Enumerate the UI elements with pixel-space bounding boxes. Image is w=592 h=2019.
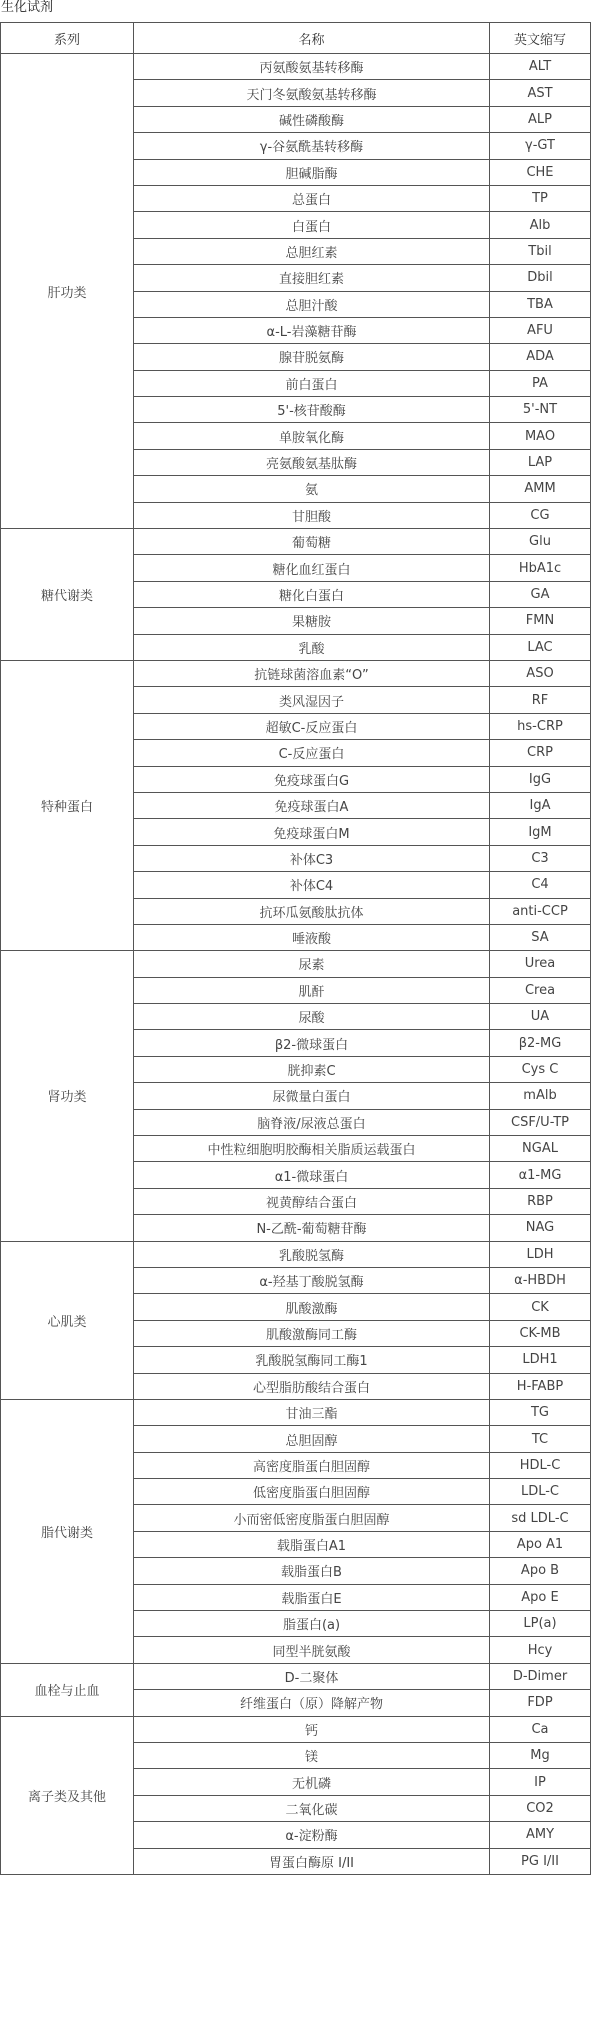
reagent-abbr-cell: hs-CRP <box>490 713 591 739</box>
reagent-abbr-cell: D-Dimer <box>490 1663 591 1689</box>
reagent-abbr-cell: CK <box>490 1294 591 1320</box>
reagent-name-cell: α-羟基丁酸脱氢酶 <box>134 1267 490 1293</box>
reagent-abbr-cell: AFU <box>490 317 591 343</box>
reagent-abbr-cell: CHE <box>490 159 591 185</box>
table-row <box>1 951 591 977</box>
table-row <box>1 54 591 80</box>
reagent-abbr-cell: TG <box>490 1399 591 1425</box>
reagent-abbr-cell: RBP <box>490 1188 591 1214</box>
reagent-name-cell: 小而密低密度脂蛋白胆固醇 <box>134 1505 490 1531</box>
reagent-abbr-cell: Crea <box>490 977 591 1003</box>
reagent-abbr-cell: sd LDL-C <box>490 1505 591 1531</box>
reagent-abbr-cell: GA <box>490 581 591 607</box>
series-cell: 肾功类 <box>1 951 134 1241</box>
table-row <box>1 1663 591 1689</box>
reagent-abbr-cell: NAG <box>490 1215 591 1241</box>
reagent-abbr-cell: CG <box>490 502 591 528</box>
reagent-abbr-cell: LP(a) <box>490 1611 591 1637</box>
reagent-abbr-cell: AST <box>490 80 591 106</box>
reagent-abbr-cell: Apo B <box>490 1558 591 1584</box>
reagent-abbr-cell: anti-CCP <box>490 898 591 924</box>
series-cell: 糖代谢类 <box>1 529 134 661</box>
reagent-name-cell: α-淀粉酶 <box>134 1822 490 1848</box>
reagent-abbr-cell: LDH1 <box>490 1347 591 1373</box>
reagent-name-cell: 总蛋白 <box>134 185 490 211</box>
reagent-name-cell: 免疫球蛋白G <box>134 766 490 792</box>
reagent-name-cell: 直接胆红素 <box>134 265 490 291</box>
reagent-name-cell: 低密度脂蛋白胆固醇 <box>134 1479 490 1505</box>
reagent-abbr-cell: Mg <box>490 1743 591 1769</box>
reagent-table <box>0 22 591 1875</box>
reagent-name-cell: 脑脊液/尿液总蛋白 <box>134 1109 490 1135</box>
reagent-name-cell: 补体C4 <box>134 872 490 898</box>
table-row <box>1 660 591 686</box>
reagent-abbr-cell: PG I/II <box>490 1848 591 1874</box>
reagent-name-cell: 载脂蛋白A1 <box>134 1531 490 1557</box>
reagent-abbr-cell: Glu <box>490 529 591 555</box>
reagent-abbr-cell: Apo E <box>490 1584 591 1610</box>
reagent-name-cell: 心型脂肪酸结合蛋白 <box>134 1373 490 1399</box>
header-name: 名称 <box>134 23 490 54</box>
reagent-abbr-cell: Dbil <box>490 265 591 291</box>
reagent-name-cell: 肌酐 <box>134 977 490 1003</box>
reagent-name-cell: 视黄醇结合蛋白 <box>134 1188 490 1214</box>
reagent-name-cell: 乳酸 <box>134 634 490 660</box>
reagent-name-cell: 高密度脂蛋白胆固醇 <box>134 1452 490 1478</box>
reagent-abbr-cell: 5'-NT <box>490 397 591 423</box>
reagent-abbr-cell: LDH <box>490 1241 591 1267</box>
reagent-abbr-cell: γ-GT <box>490 133 591 159</box>
reagent-abbr-cell: CSF/U-TP <box>490 1109 591 1135</box>
reagent-abbr-cell: FMN <box>490 608 591 634</box>
table-row <box>1 1716 591 1742</box>
reagent-name-cell: α1-微球蛋白 <box>134 1162 490 1188</box>
reagent-name-cell: 补体C3 <box>134 845 490 871</box>
reagent-abbr-cell: FDP <box>490 1690 591 1716</box>
series-cell: 脂代谢类 <box>1 1399 134 1663</box>
reagent-abbr-cell: LDL-C <box>490 1479 591 1505</box>
table-row <box>1 1399 591 1425</box>
reagent-name-cell: β2-微球蛋白 <box>134 1030 490 1056</box>
reagent-name-cell: 类风湿因子 <box>134 687 490 713</box>
reagent-name-cell: 甘油三酯 <box>134 1399 490 1425</box>
series-cell: 心肌类 <box>1 1241 134 1399</box>
reagent-abbr-cell: PA <box>490 370 591 396</box>
reagent-name-cell: N-乙酰-葡萄糖苷酶 <box>134 1215 490 1241</box>
page-title: 生化试剂 <box>1 0 54 15</box>
reagent-abbr-cell: ALP <box>490 106 591 132</box>
reagent-name-cell: 乳酸脱氢酶同工酶1 <box>134 1347 490 1373</box>
reagent-name-cell: 抗链球菌溶血素“O” <box>134 660 490 686</box>
reagent-abbr-cell: mAlb <box>490 1083 591 1109</box>
reagent-name-cell: 总胆固醇 <box>134 1426 490 1452</box>
reagent-name-cell: 载脂蛋白B <box>134 1558 490 1584</box>
reagent-abbr-cell: TP <box>490 185 591 211</box>
reagent-abbr-cell: Hcy <box>490 1637 591 1663</box>
reagent-name-cell: 钙 <box>134 1716 490 1742</box>
reagent-abbr-cell: IP <box>490 1769 591 1795</box>
table-body <box>1 54 591 1875</box>
reagent-abbr-cell: α1-MG <box>490 1162 591 1188</box>
header-row <box>1 23 591 54</box>
reagent-abbr-cell: Urea <box>490 951 591 977</box>
reagent-name-cell: 免疫球蛋白A <box>134 792 490 818</box>
reagent-name-cell: γ-谷氨酰基转移酶 <box>134 133 490 159</box>
reagent-abbr-cell: ASO <box>490 660 591 686</box>
reagent-name-cell: 甘胆酸 <box>134 502 490 528</box>
reagent-name-cell: 丙氨酸氨基转移酶 <box>134 54 490 80</box>
reagent-abbr-cell: α-HBDH <box>490 1267 591 1293</box>
reagent-abbr-cell: ALT <box>490 54 591 80</box>
reagent-name-cell: 胆碱脂酶 <box>134 159 490 185</box>
reagent-name-cell: α-L-岩藻糖苷酶 <box>134 317 490 343</box>
reagent-name-cell: 无机磷 <box>134 1769 490 1795</box>
reagent-abbr-cell: UA <box>490 1004 591 1030</box>
reagent-name-cell: 5'-核苷酸酶 <box>134 397 490 423</box>
reagent-name-cell: 唾液酸 <box>134 924 490 950</box>
reagent-name-cell: 胃蛋白酶原 I/II <box>134 1848 490 1874</box>
reagent-abbr-cell: CO2 <box>490 1795 591 1821</box>
reagent-abbr-cell: NGAL <box>490 1136 591 1162</box>
reagent-abbr-cell: HDL-C <box>490 1452 591 1478</box>
reagent-abbr-cell: LAP <box>490 449 591 475</box>
reagent-name-cell: C-反应蛋白 <box>134 740 490 766</box>
reagent-name-cell: 尿素 <box>134 951 490 977</box>
reagent-name-cell: 肌酸激酶 <box>134 1294 490 1320</box>
reagent-abbr-cell: LAC <box>490 634 591 660</box>
reagent-abbr-cell: SA <box>490 924 591 950</box>
reagent-abbr-cell: AMY <box>490 1822 591 1848</box>
table-row <box>1 529 591 555</box>
reagent-name-cell: 糖化白蛋白 <box>134 581 490 607</box>
reagent-abbr-cell: MAO <box>490 423 591 449</box>
reagent-abbr-cell: Apo A1 <box>490 1531 591 1557</box>
reagent-name-cell: 二氧化碳 <box>134 1795 490 1821</box>
reagent-name-cell: 尿微量白蛋白 <box>134 1083 490 1109</box>
reagent-abbr-cell: IgA <box>490 792 591 818</box>
reagent-abbr-cell: Cys C <box>490 1056 591 1082</box>
table-header <box>1 23 591 54</box>
reagent-abbr-cell: C3 <box>490 845 591 871</box>
series-cell: 离子类及其他 <box>1 1716 134 1874</box>
reagent-name-cell: 同型半胱氨酸 <box>134 1637 490 1663</box>
reagent-name-cell: 超敏C-反应蛋白 <box>134 713 490 739</box>
reagent-name-cell: 碱性磷酸酶 <box>134 106 490 132</box>
header-series: 系列 <box>1 23 134 54</box>
reagent-name-cell: 中性粒细胞明胶酶相关脂质运载蛋白 <box>134 1136 490 1162</box>
reagent-name-cell: 白蛋白 <box>134 212 490 238</box>
reagent-name-cell: 胱抑素C <box>134 1056 490 1082</box>
reagent-abbr-cell: TC <box>490 1426 591 1452</box>
reagent-name-cell: 总胆红素 <box>134 238 490 264</box>
reagent-abbr-cell: TBA <box>490 291 591 317</box>
reagent-name-cell: 免疫球蛋白M <box>134 819 490 845</box>
reagent-name-cell: 糖化血红蛋白 <box>134 555 490 581</box>
reagent-name-cell: 乳酸脱氢酶 <box>134 1241 490 1267</box>
reagent-name-cell: 载脂蛋白E <box>134 1584 490 1610</box>
reagent-abbr-cell: AMM <box>490 476 591 502</box>
reagent-name-cell: 腺苷脱氨酶 <box>134 344 490 370</box>
reagent-abbr-cell: CK-MB <box>490 1320 591 1346</box>
reagent-name-cell: 前白蛋白 <box>134 370 490 396</box>
reagent-name-cell: 天门冬氨酸氨基转移酶 <box>134 80 490 106</box>
reagent-name-cell: 肌酸激酶同工酶 <box>134 1320 490 1346</box>
reagent-name-cell: 亮氨酸氨基肽酶 <box>134 449 490 475</box>
reagent-name-cell: 单胺氧化酶 <box>134 423 490 449</box>
reagent-abbr-cell: Ca <box>490 1716 591 1742</box>
header-abbr: 英文缩写 <box>490 23 591 54</box>
reagent-name-cell: 脂蛋白(a) <box>134 1611 490 1637</box>
reagent-abbr-cell: ADA <box>490 344 591 370</box>
reagent-name-cell: 葡萄糖 <box>134 529 490 555</box>
reagent-abbr-cell: Alb <box>490 212 591 238</box>
reagent-name-cell: D-二聚体 <box>134 1663 490 1689</box>
reagent-abbr-cell: H-FABP <box>490 1373 591 1399</box>
reagent-name-cell: 镁 <box>134 1743 490 1769</box>
reagent-abbr-cell: IgM <box>490 819 591 845</box>
series-cell: 肝功类 <box>1 54 134 529</box>
table-row <box>1 1241 591 1267</box>
series-cell: 特种蛋白 <box>1 660 134 950</box>
reagent-name-cell: 尿酸 <box>134 1004 490 1030</box>
series-cell: 血栓与止血 <box>1 1663 134 1716</box>
reagent-abbr-cell: β2-MG <box>490 1030 591 1056</box>
reagent-abbr-cell: HbA1c <box>490 555 591 581</box>
reagent-abbr-cell: CRP <box>490 740 591 766</box>
reagent-name-cell: 果糖胺 <box>134 608 490 634</box>
reagent-name-cell: 抗环瓜氨酸肽抗体 <box>134 898 490 924</box>
reagent-abbr-cell: C4 <box>490 872 591 898</box>
reagent-name-cell: 总胆汁酸 <box>134 291 490 317</box>
reagent-abbr-cell: IgG <box>490 766 591 792</box>
reagent-name-cell: 纤维蛋白（原）降解产物 <box>134 1690 490 1716</box>
reagent-abbr-cell: Tbil <box>490 238 591 264</box>
reagent-name-cell: 氨 <box>134 476 490 502</box>
reagent-abbr-cell: RF <box>490 687 591 713</box>
